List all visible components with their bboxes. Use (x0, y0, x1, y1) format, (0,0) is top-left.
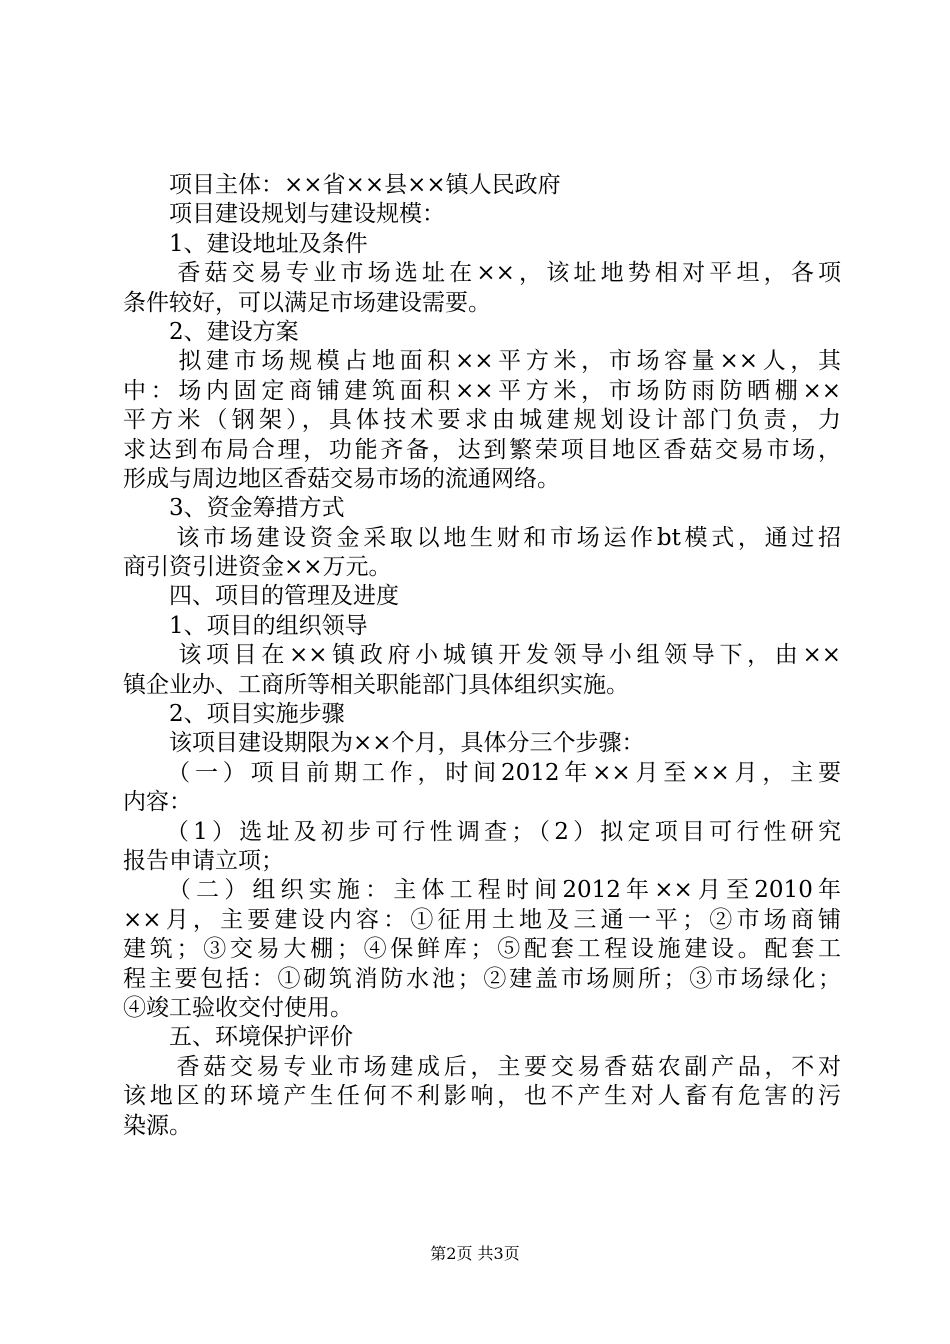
text-line: ④竣工验收交付使用。 (123, 994, 353, 1021)
text-line: 该市场建设资金采取以地生财和市场运作bt模式，通过招 (123, 524, 841, 551)
text-line: 该地区的环境产生任何不利影响，也不产生对人畜有危害的污 (123, 1083, 841, 1110)
text-line: 项目建设规划与建设规模： (123, 201, 445, 228)
section-heading: 2、建设方案 (123, 318, 299, 345)
text-line: 染源。 (123, 1112, 192, 1139)
section-heading: 3、资金筹措方式 (123, 495, 345, 522)
text-line: ××月，主要建设内容：①征用土地及三通一平；②市场商铺 (123, 906, 841, 933)
section-heading: 1、项目的组织领导 (123, 612, 368, 639)
section-heading: 1、建设地址及条件 (123, 230, 368, 257)
text-line: 该项目在××镇政府小城镇开发领导小组领导下，由×× (123, 642, 841, 669)
text-line: （1）选址及初步可行性调查；（2）拟定项目可行性研究 (123, 818, 841, 845)
text-line: 报告申请立项； (123, 847, 284, 874)
page-footer: 第2页 共3页 (430, 1244, 520, 1263)
text-line: 拟建市场规模占地面积××平方米，市场容量××人，其 (123, 348, 841, 375)
text-line: 商引资引进资金××万元。 (123, 554, 392, 581)
text-line: 平方米（钢架），具体技术要求由城建规划设计部门负责，力 (123, 407, 841, 434)
text-line: 项目主体：××省××县××镇人民政府 (123, 172, 561, 198)
section-heading: 五、环境保护评价 (123, 1024, 353, 1051)
text-line: 香菇交易专业市场建成后，主要交易香菇农副产品，不对 (123, 1053, 841, 1080)
text-line: 建筑；③交易大棚；④保鲜库；⑤配套工程设施建设。配套工 (123, 936, 841, 963)
text-line: 该项目建设期限为××个月，具体分三个步骤： (123, 730, 645, 757)
text-line: 程主要包括：①砌筑消防水池；②建盖市场厕所；③市场绿化； (123, 965, 841, 992)
text-line: 条件较好，可以满足市场建设需要。 (123, 289, 491, 316)
text-line: 香菇交易专业市场选址在××，该址地势相对平坦，各项 (123, 260, 841, 287)
text-line: 形成与周边地区香菇交易市场的流通网络。 (123, 465, 560, 492)
text-line: 内容： (123, 789, 192, 816)
document-body (123, 171, 841, 1141)
text-line: 求达到布局合理，功能齐备，达到繁荣项目地区香菇交易市场， (123, 436, 841, 463)
text-line: 镇企业办、工商所等相关职能部门具体组织实施。 (123, 671, 629, 698)
section-heading: 2、项目实施步骤 (123, 701, 345, 728)
text-line: 中：场内固定商铺建筑面积××平方米，市场防雨防晒棚×× (123, 377, 841, 404)
text-line: （一）项目前期工作，时间2012年××月至××月，主要 (123, 759, 841, 786)
text-line: （二）组织实施：主体工程时间2012年××月至2010年 (123, 877, 841, 904)
section-heading: 四、项目的管理及进度 (123, 583, 399, 610)
